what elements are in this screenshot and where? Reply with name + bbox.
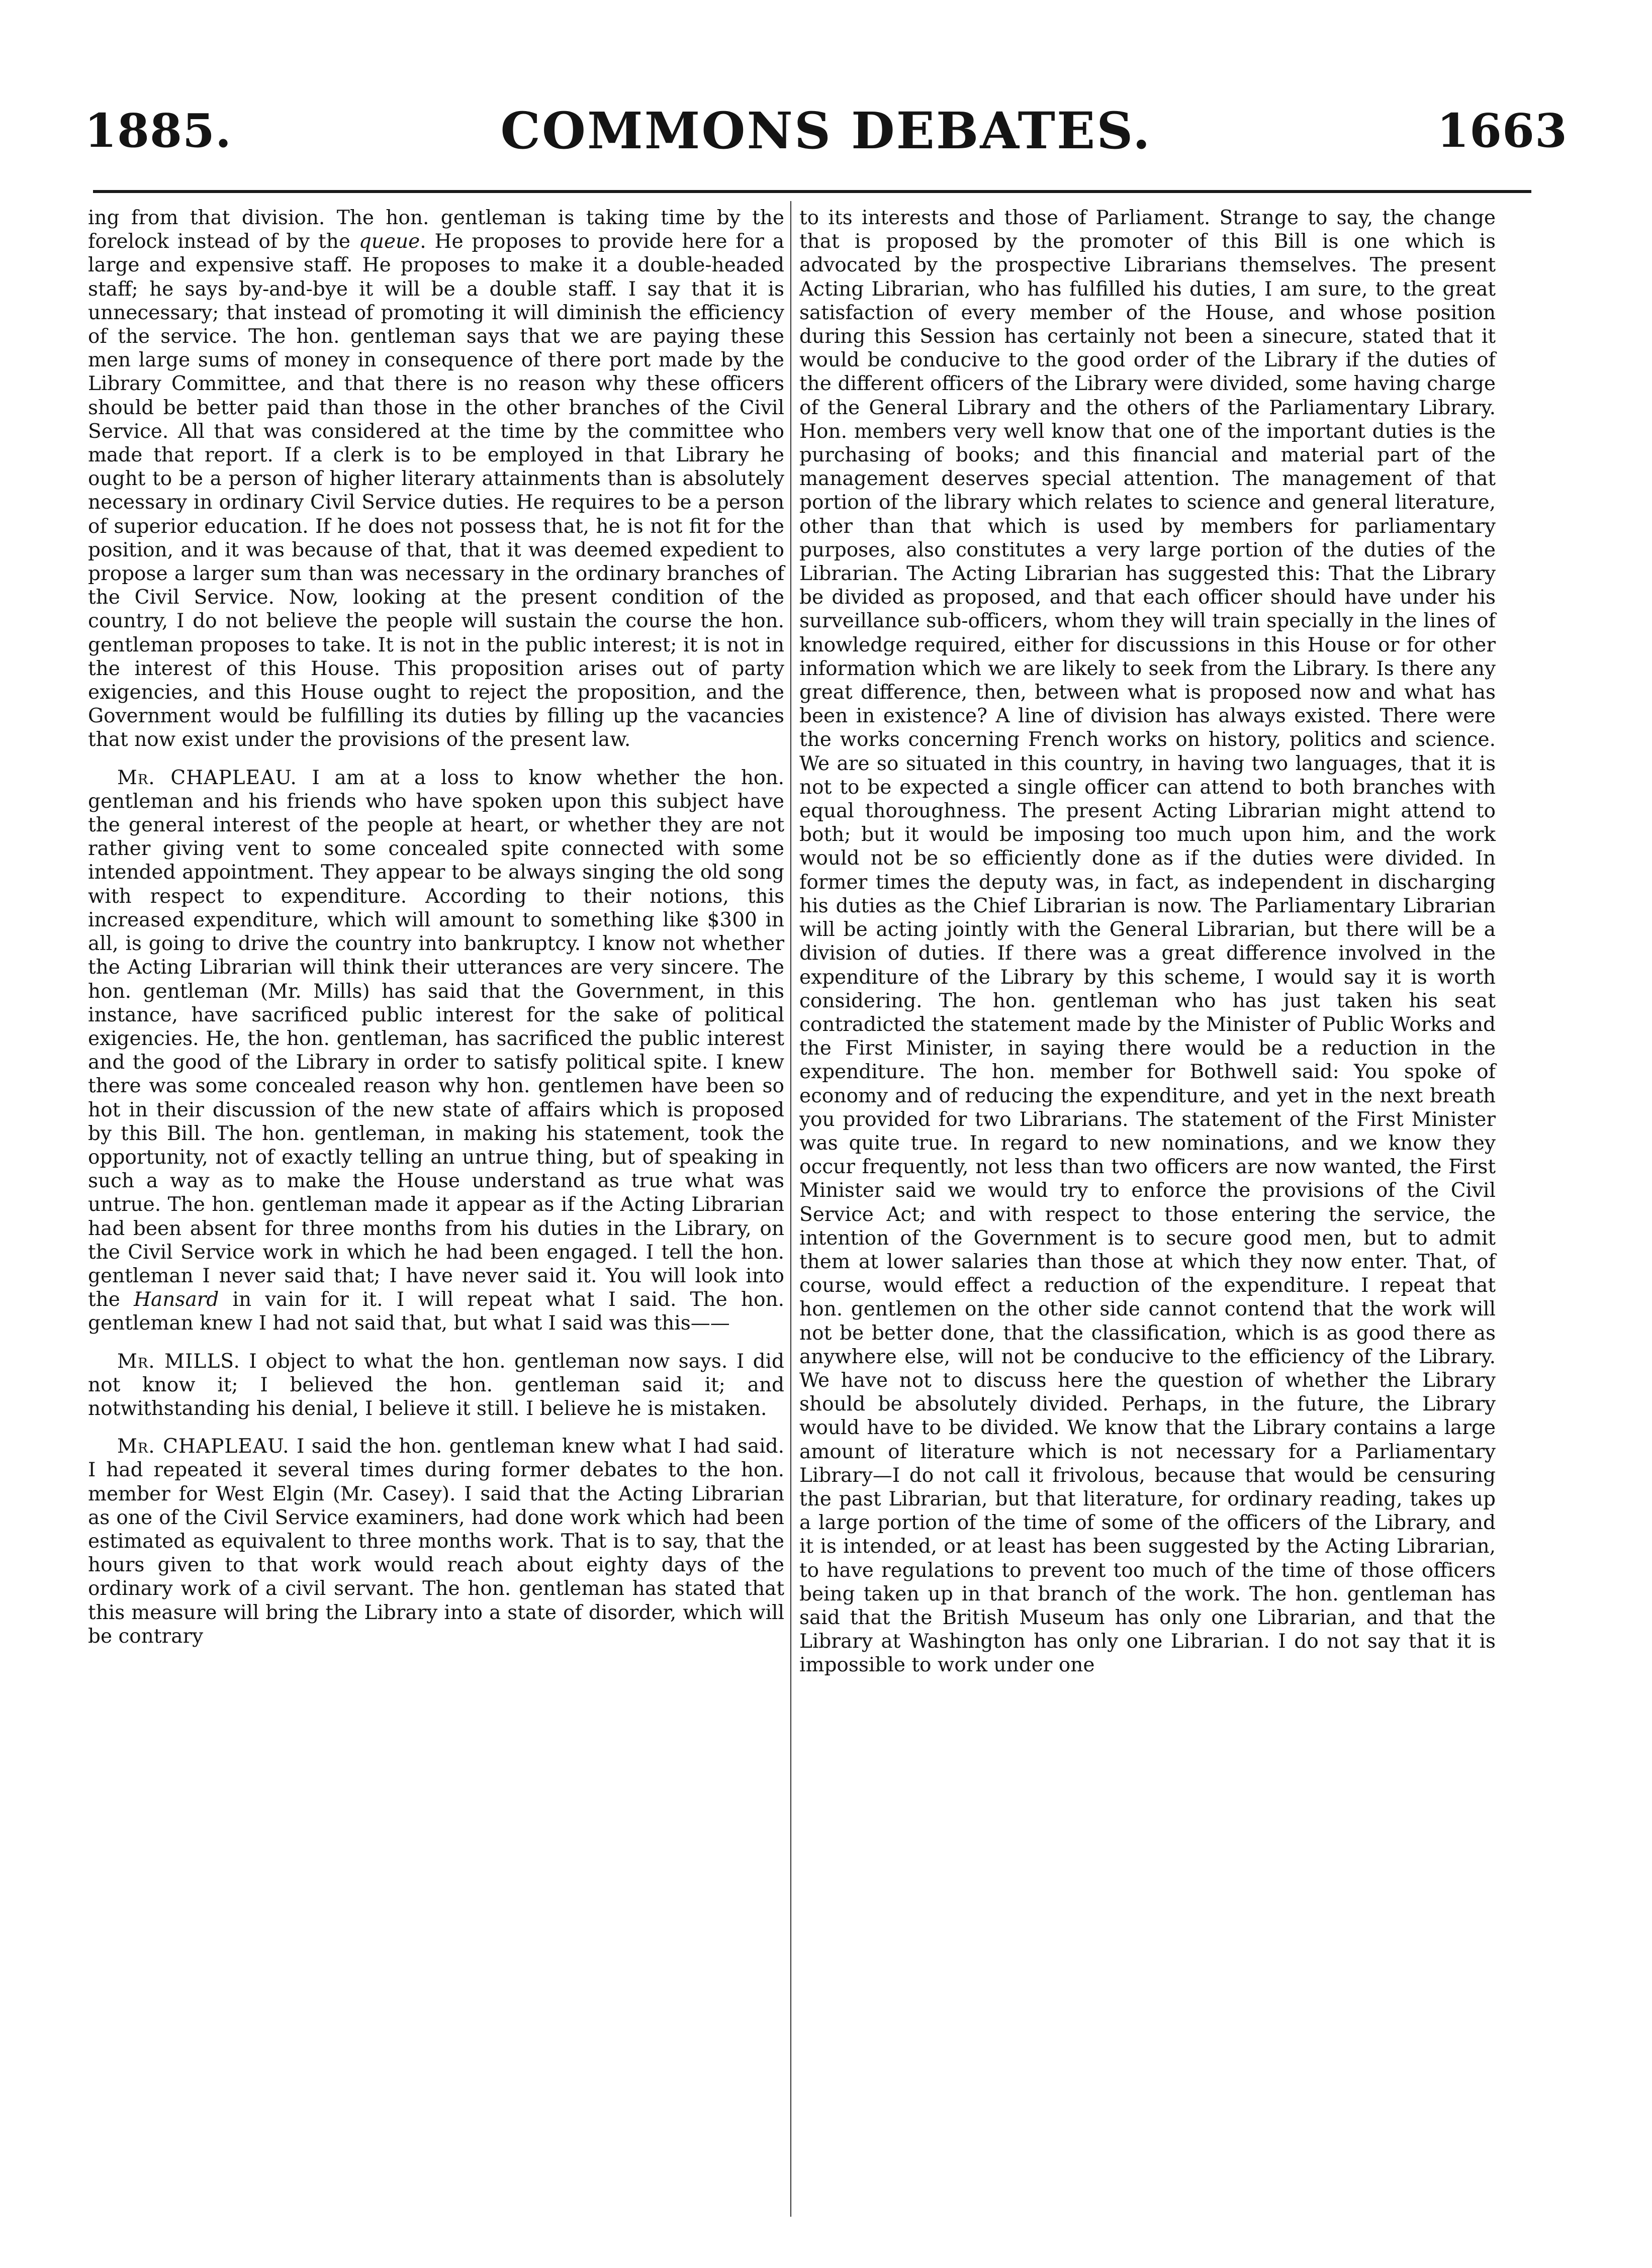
- paragraph: to its interests and those of Parliament. Strange to say, the change that is proposed by the promoter of this Bill is one which is advocated by the prospective Librarians themselves. The present Acting Librarian, who has fulfilled his duties, I am sure, to the great satisfaction of every member of the House, and whose position during this Session has certainly not been a sinecure, stated that it would be conducive to the good order of the Library if the duties of the different officers of the Library were divided, some having charge of the General Library and the others of the Parliamentary Library. Hon. members very well know that one of the important duties is the purchasing of books; and this financial and material part of the management deserves special attention. The management of that portion of the library which relates to science and general literature, other than that which is used by members for parliamentary purposes, also constitutes a very large portion of the duties of the Librarian. The Acting Librarian has suggested this: That the Library be divided as proposed, and that each officer should have under his surveillance sub-officers, whom they will train specially in the lines of knowledge required, either for discussions in this House or for other information which we are likely to seek from the Library. Is there any great difference, then, between what is proposed now and what has been in existence? A line of division has always existed. There were the works concerning French works on history, politics and science. We are so situated in this country, in having two languages, that it is not to be expected a single officer can attend to both branches with equal thoroughness. The present Acting Librarian might attend to both; but it would be imposing too much upon him, and the work would not be so efficiently done as if the duties were divided. In former times the deputy was, in fact, as independent in discharging his duties as the Chief Librarian is now. The Parliamentary Librarian will be acting jointly with the General Librarian, but there will be a division of duties. If there was a great difference involved in the expenditure of the Library by this scheme, I would say it is worth considering. The hon. gentleman who has just taken his seat contradicted the statement made by the Minister of Public Works and the First Minister, in saying there would be a reduction in the expenditure. The hon. member for Bothwell said: You spoke of economy and of reducing the expenditure, and yet in the next breath you provided for two Librarians. The statement of the First Minister was quite true. In regard to new nominations, and we know they occur frequently, not less than two officers are now wanted, the First Minister said we would try to enforce the provisions of the Civil Service Act; and with respect to those entering the service, the intention of the Government is to secure good men, but to admit them at lower salaries than those at which they now enter. That, of course, would effect a reduction of the expenditure. I repeat that hon. gentlemen on the other side cannot contend that the work will not be better done, that the classification, which is as good there as anywhere else, will not be conducive to the efficiency of the Library. We have not to discuss here the question of whether the Library should be absolutely divided. Perhaps, in the future, the Library would have to be divided. We know that the Library contains a large amount of literature which is not necessary for a Parliamentary Library—I do not call it frivolous, because that would be censuring the past Librarian, but that literature, for ordinary reading, takes up a large portion of the time of some of the officers of the Library, and it is intended, or at least has been suggested by the Acting Librarian, to have regulations to prevent too much of the time of those officers being taken up in that branch of the work. The hon. gentleman has said that the British Museum has only one Librarian, and that the Library at Washington has only one Librarian. I do not say that it is impossible to work under one: [799, 207, 1496, 1677]
- right-column: [799, 206, 1496, 1677]
- header-title: COMMONS DEBATES.: [500, 101, 1152, 160]
- header-page-number: 1663: [1436, 104, 1568, 158]
- left-column: [88, 206, 784, 1648]
- speaker-name: Mr. MILLS.: [117, 1350, 240, 1373]
- column-divider: [790, 201, 791, 2217]
- paragraph: Mr. CHAPLEAU. I am at a loss to know whether the hon. gentleman and his friends who have spoken upon this subject have the general interest of the people at heart, or whether they are not rather giving vent to some concealed spite connected with some intended appointment. They appear to be always singing the old song with respect to expenditure. According to their notions, this increased expenditure, which will amount to something like $300 in all, is going to drive the country into bankruptcy. I know not whether the Acting Librarian will think their utterances are very sincere. The hon. gentleman (Mr. Mills) has said that the Government, in this instance, have sacrificed public interest for the sake of political exigencies. He, the hon. gentleman, has sacrificed the public interest and the good of the Library in order to satisfy political spite. I knew there was some concealed reason why hon. gentlemen have been so hot in their discussion of the new state of affairs which is proposed by this Bill. The hon. gentleman, in making his statement, took the opportunity, not of exactly telling an untrue thing, but of speaking in such a way as to make the House understand as true what was untrue. The hon. gentleman made it appear as if the Acting Librarian had been absent for three months from his duties in the Library, on the Civil Service work in which he had been engaged. I tell the hon. gentleman I never said that; I have never said it. You will look into the Hansard in vain for it. I will repeat what I said. The hon. gentleman knew I had not said that, but what I said was this——: [88, 766, 785, 1335]
- speaker-name: Mr. CHAPLEAU.: [117, 766, 297, 789]
- italic-term: Hansard: [134, 1288, 219, 1311]
- paragraph: Mr. CHAPLEAU. I said the hon. gentleman knew what I had said. I had repeated it several times during former debates to the hon. member for West Elgin (Mr. Casey). I said that the Acting Librarian as one of the Civil Service examiners, had done work which had been estimated as equivalent to three months work. That is to say, that the hours given to that work would reach about eighty days of the ordinary work of a civil servant. The hon. gentleman has stated that this measure will bring the Library into a state of disorder, which will be contrary: [88, 1435, 785, 1648]
- paragraph: ing from that division. The hon. gentleman is taking time by the forelock instead of by the queue. He proposes to provide here for a large and expensive staff. He proposes to make it a double-headed staff; he says by-and-bye it will be a double staff. I say that it is unnecessary; that instead of promoting it will diminish the efficiency of the service. The hon. gentleman says that we are paying these men large sums of money in consequence of there port made by the Library Committee, and that there is no reason why these officers should be better paid than those in the other branches of the Civil Service. All that was considered at the time by the committee who made that report. If a clerk is to be employed in that Library he ought to be a person of higher literary attainments than is absolutely necessary in ordinary Civil Service duties. He requires to be a person of superior education. If he does not possess that, he is not fit for the position, and it was because of that, that it was deemed expedient to propose a larger sum than was necessary in the ordinary branches of the Civil Service. Now, looking at the present condition of the country, I do not believe the people will sustain the course the hon. gentleman proposes to take. It is not in the public interest; it is not in the interest of this House. This proposition arises out of party exigencies, and this House ought to reject the proposition, and the Government would be fulfilling its duties by filling up the vacancies that now exist under the provisions of the present law.: [88, 207, 784, 751]
- paragraph: Mr. MILLS. I object to what the hon. gentleman now says. I did not know it; I believed the hon. gentleman said it; and notwithstanding his denial, I believe it still. I believe he is mistaken.: [88, 1350, 784, 1420]
- page-header: [84, 101, 1568, 191]
- italic-term: queue: [358, 230, 420, 253]
- speaker-name: Mr. CHAPLEAU.: [117, 1435, 290, 1458]
- header-rule: [93, 190, 1531, 193]
- header-year: 1885.: [84, 104, 232, 158]
